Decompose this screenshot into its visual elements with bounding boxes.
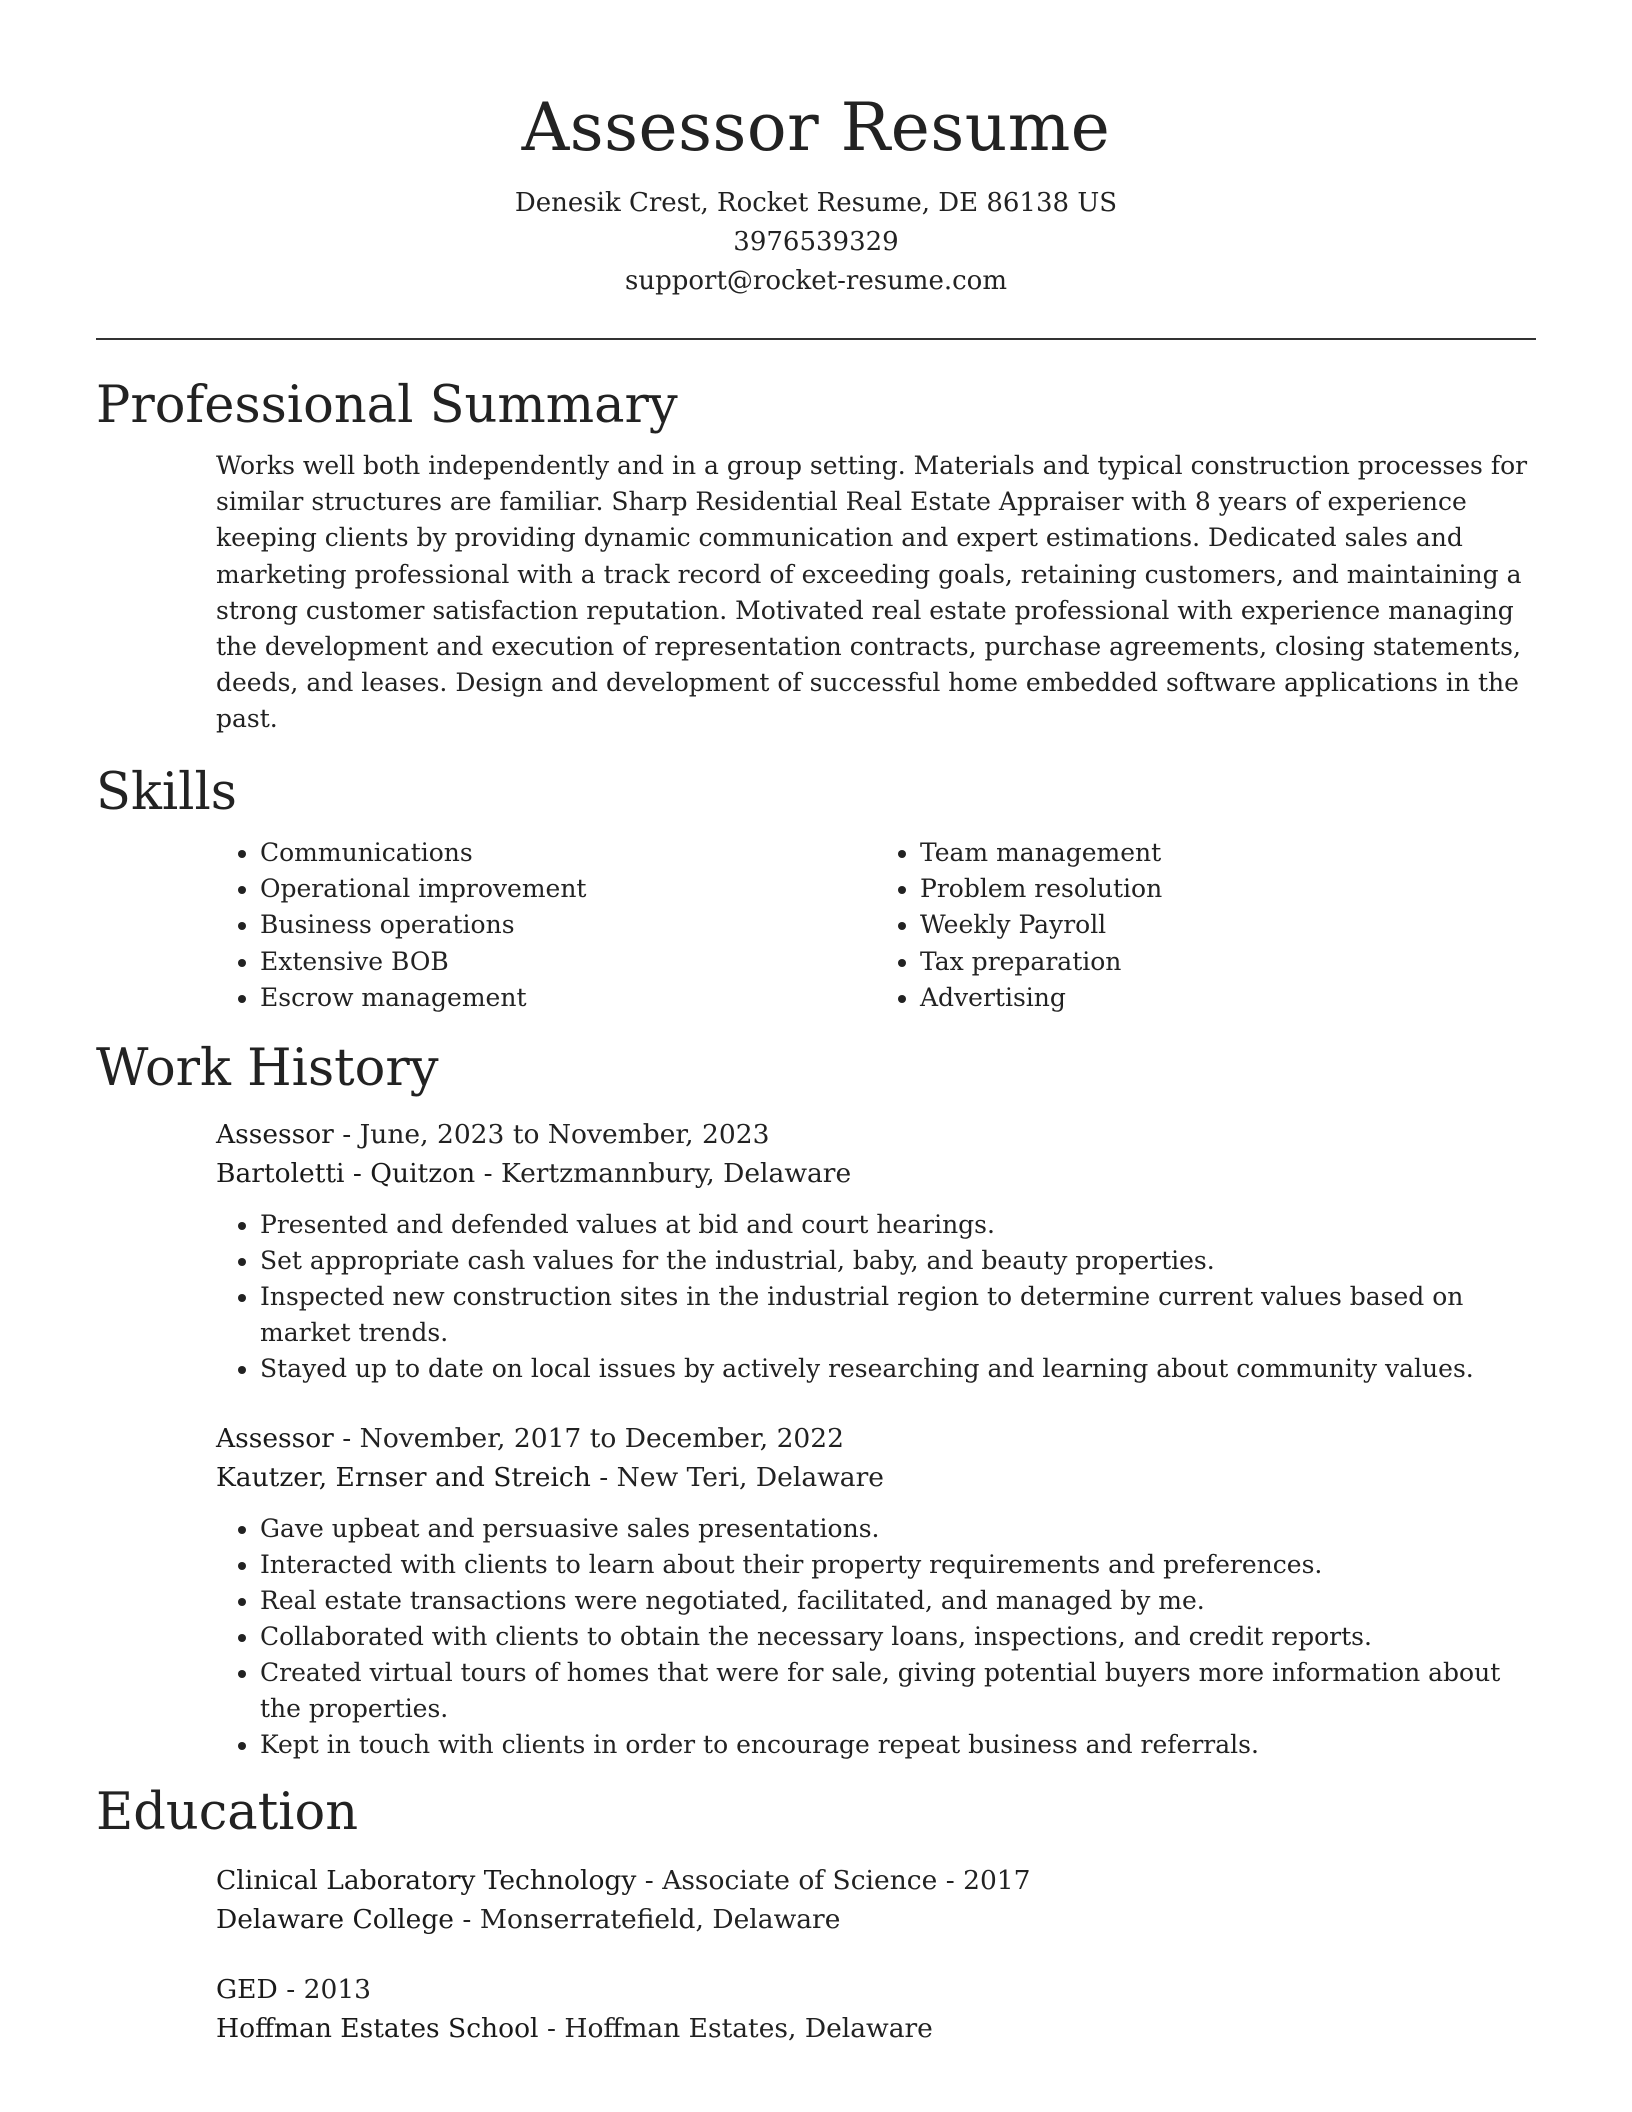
education-entry (216, 1970, 1536, 2048)
contact-phone: 3976539329 (733, 227, 899, 257)
job-entry (216, 1419, 1536, 1763)
job-company-line (216, 1154, 1536, 1193)
job-bullets (216, 1207, 1536, 1387)
separator: - (644, 1864, 663, 1896)
degree-line (216, 1861, 1536, 1900)
skill-item: • Communications (260, 835, 876, 871)
skills-section (96, 761, 1536, 1017)
job-bullet: • Kept in touch with clients in order to encourage repeat business and referrals. (260, 1727, 1536, 1763)
school-name: Delaware College (216, 1903, 454, 1935)
skill-item: • Extensive BOB (260, 944, 876, 980)
contact-block (96, 184, 1536, 301)
separator: - (546, 2012, 565, 2044)
job-entry (216, 1115, 1536, 1387)
skills-heading: Skills (96, 762, 237, 822)
school-line (216, 2009, 1536, 2048)
skill-item: • Problem resolution (920, 871, 1536, 907)
job-location: New Teri, Delaware (616, 1461, 884, 1493)
school-location: Hoffman Estates, Delaware (564, 2012, 933, 2044)
school-location: Monserratefield, Delaware (479, 1903, 841, 1935)
work-history-section (96, 1037, 1536, 1763)
skill-item: • Advertising (920, 980, 1536, 1016)
degree-detail: 2013 (303, 1973, 372, 2005)
skill-item: • Team management (920, 835, 1536, 871)
resume-header (96, 0, 1536, 301)
skills-column-left (216, 835, 876, 1017)
degree-name: Clinical Laboratory Technology (216, 1864, 637, 1896)
skill-item: • Business operations (260, 907, 876, 943)
job-title: Assessor (216, 1422, 334, 1454)
job-title-line (216, 1419, 1536, 1458)
skill-item: • Tax preparation (920, 944, 1536, 980)
separator: - (342, 1118, 360, 1150)
degree-detail: Associate of Science - 2017 (662, 1864, 1031, 1896)
job-location: Kertzmannbury, Delaware (501, 1157, 852, 1189)
degree-line (216, 1970, 1536, 2009)
job-bullet: • Collaborated with clients to obtain the necessary loans, inspections, and credit reports. (260, 1619, 1536, 1655)
education-section (96, 1781, 1536, 2048)
separator: - (599, 1461, 617, 1493)
school-name: Hoffman Estates School (216, 2012, 539, 2044)
skills-column-right (876, 835, 1536, 1017)
job-bullet: • Presented and defended values at bid and court hearings. (260, 1207, 1536, 1243)
job-company: Bartoletti - Quitzon (216, 1157, 476, 1189)
job-bullets (216, 1511, 1536, 1763)
skill-item: • Weekly Payroll (920, 907, 1536, 943)
school-line (216, 1900, 1536, 1939)
skills-grid (216, 835, 1536, 1017)
skill-item: • Escrow management (260, 980, 876, 1016)
job-title: Assessor (216, 1118, 334, 1150)
contact-email: support@rocket-resume.com (624, 266, 1007, 296)
skill-item: • Operational improvement (260, 871, 876, 907)
resume-title: Assessor Resume (521, 89, 1111, 166)
job-dates: November, 2017 to December, 2022 (359, 1422, 845, 1454)
separator: - (286, 1973, 304, 2005)
degree-name: GED (216, 1973, 278, 2005)
separator: - (483, 1157, 502, 1189)
job-bullet: • Real estate transactions were negotiated, facilitated, and managed by me. (260, 1583, 1536, 1619)
summary-heading: Professional Summary (96, 376, 678, 435)
job-company-line (216, 1458, 1536, 1497)
job-bullet: • Interacted with clients to learn about their property requirements and preferences. (260, 1547, 1536, 1583)
job-bullet: • Stayed up to date on local issues by actively researching and learning about community values. (260, 1351, 1536, 1387)
work-history-heading: Work History (96, 1038, 439, 1098)
summary-text: Works well both independently and in a group setting. Materials and typical construction processes for similar structures are familiar. Sharp Residential Real Estate Appraiser with 8 years of experience keeping clients by providing dynamic communication and expert estimations. Dedicated sales and marketing professional with a track record of exceeding goals, retaining customers, and maintaining a strong customer satisfaction reputation. Motivated real estate professional with experience managing the development and execution of representation contracts, purchase agreements, closing statements, deeds, and leases. Design and development of successful home embedded software applications in the past. (216, 451, 1528, 734)
job-bullet: • Created virtual tours of homes that were for sale, giving potential buyers more information about the properties. (260, 1655, 1536, 1727)
job-dates: June, 2023 to November, 2023 (359, 1118, 770, 1150)
education-heading: Education (96, 1782, 359, 1842)
separator: - (462, 1903, 480, 1935)
separator: - (342, 1422, 360, 1454)
education-entry (216, 1861, 1536, 1939)
job-company: Kautzer, Ernser and Streich (216, 1461, 591, 1493)
job-bullet: • Inspected new construction sites in the industrial region to determine current values based on market trends. (260, 1279, 1536, 1351)
job-bullet: • Set appropriate cash values for the industrial, baby, and beauty properties. (260, 1243, 1536, 1279)
contact-address: Denesik Crest, Rocket Resume, DE 86138 US (514, 188, 1118, 218)
summary-section (96, 374, 1536, 738)
header-divider (96, 338, 1536, 340)
job-bullet: • Gave upbeat and persuasive sales presentations. (260, 1511, 1536, 1547)
job-title-line (216, 1115, 1536, 1154)
